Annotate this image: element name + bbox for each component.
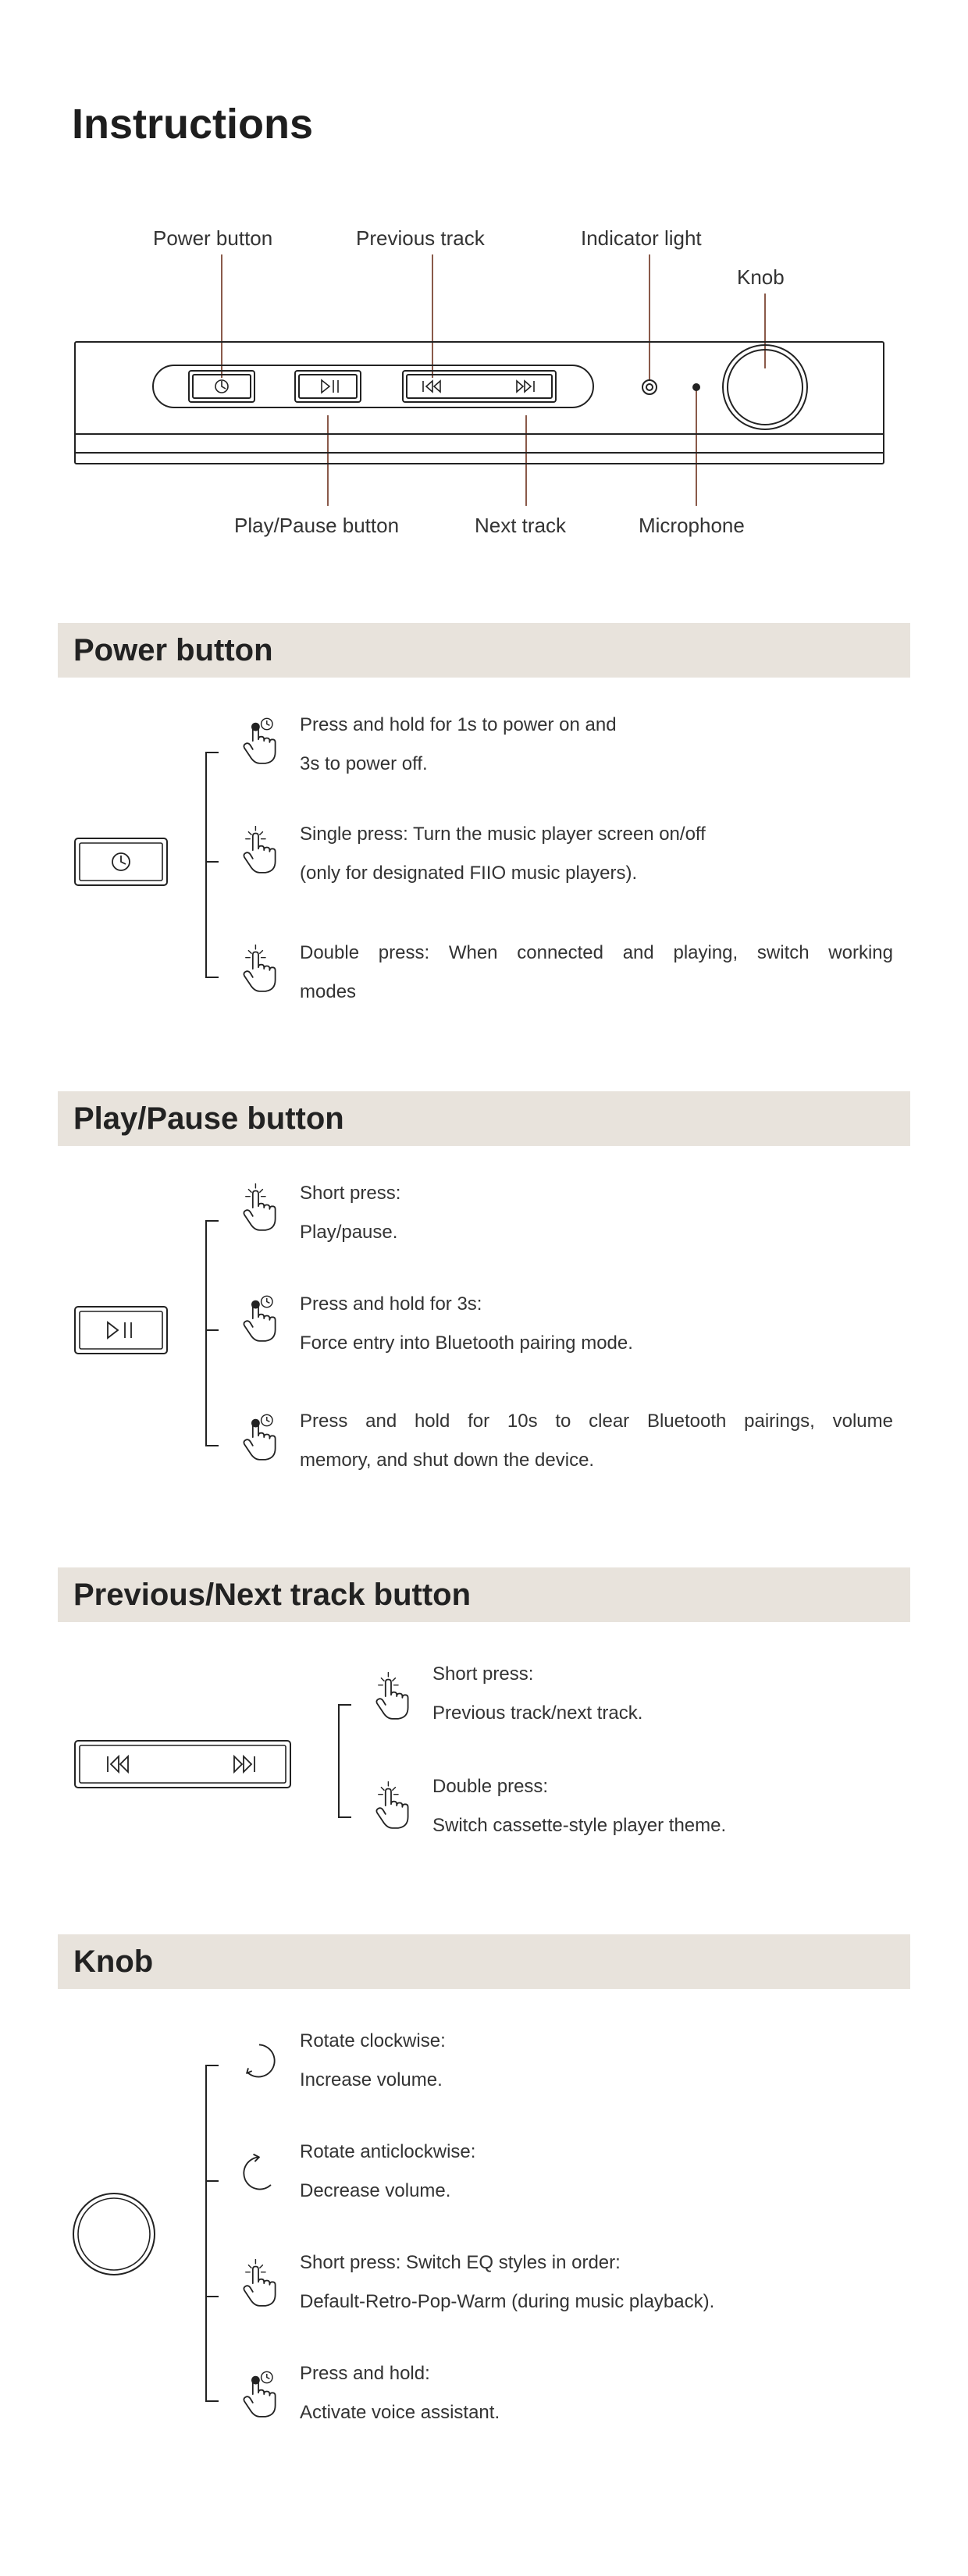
play-pause-item-2: Press and hold for 3s: Force entry into Bluetooth pairing mode. [300, 1293, 633, 1354]
section-play-pause-title: Play/Pause button [73, 1101, 344, 1136]
press-hold-icon [244, 1296, 275, 1341]
button-panel [153, 365, 593, 407]
power-item-2: Single press: Turn the music player screen on/off (only for designated FIIO music players). [300, 824, 706, 884]
bracket [206, 1221, 219, 1446]
play-pause-button-graphic [75, 1307, 167, 1354]
section-track-title: Previous/Next track button [73, 1578, 472, 1612]
power-item-3: Double press: When connected and playing, switch working modes [300, 942, 893, 1002]
microphone [692, 383, 700, 391]
double-press-icon [376, 1782, 407, 1828]
power-item-1: Press and hold for 1s to power on and 3s to power off. [300, 714, 617, 774]
section-play-pause-header [58, 1091, 910, 1146]
play-icon [108, 1322, 118, 1338]
single-press-icon [244, 827, 275, 873]
section-track-header [58, 1567, 910, 1622]
knob-item-2: Rotate anticlockwise: Decrease volume. [300, 2141, 476, 2201]
rotate-clockwise-icon [247, 2044, 275, 2076]
label-play-pause-button: Play/Pause button [234, 514, 400, 537]
leader-lines [222, 254, 765, 506]
diagram-play-icon [322, 380, 329, 393]
knob-graphic [73, 2194, 155, 2275]
diagram-prev-icon [423, 381, 440, 392]
short-press-icon [244, 1184, 275, 1230]
double-press-icon [244, 945, 275, 991]
label-previous-track: Previous track [356, 226, 485, 250]
track-item-2: Double press: Switch cassette-style player theme. [432, 1776, 727, 1836]
label-power-button: Power button [153, 226, 273, 250]
press-hold-icon [244, 2371, 275, 2417]
label-next-track: Next track [475, 514, 567, 537]
bracket [206, 753, 219, 977]
label-indicator-light: Indicator light [581, 226, 702, 250]
device-illustration [0, 0, 968, 562]
section-knob-header [58, 1934, 910, 1989]
bracket [339, 1705, 351, 1817]
press-hold-icon [244, 718, 275, 763]
indicator-light [642, 380, 657, 394]
previous-track-icon [108, 1756, 128, 1772]
knob-item-4: Press and hold: Activate voice assistant. [300, 2363, 500, 2423]
play-pause-item-3: Press and hold for 10s to clear Bluetooth pairings, volume memory, and shut down the device. [300, 1411, 893, 1471]
next-track-icon [234, 1756, 254, 1772]
track-item-1: Short press: Previous track/next track. [432, 1663, 643, 1724]
short-press-icon [244, 2260, 275, 2306]
section-knob-title: Knob [73, 1944, 154, 1979]
page-title: Instructions [72, 101, 314, 148]
label-knob: Knob [737, 265, 785, 289]
knob-item-1: Rotate clockwise: Increase volume. [300, 2030, 446, 2090]
diagram-next-icon [517, 381, 534, 392]
section-power-header [58, 623, 910, 678]
play-pause-item-1: Short press: Play/pause. [300, 1183, 401, 1243]
short-press-icon [376, 1673, 407, 1719]
rotate-anticlockwise-icon [244, 2154, 271, 2190]
section-power-title: Power button [73, 633, 273, 667]
bracket [206, 2065, 219, 2401]
label-microphone: Microphone [639, 514, 745, 537]
press-hold-icon [244, 1414, 275, 1460]
knob-item-3: Short press: Switch EQ styles in order: Default-Retro-Pop-Warm (during music playback). [300, 2252, 715, 2312]
